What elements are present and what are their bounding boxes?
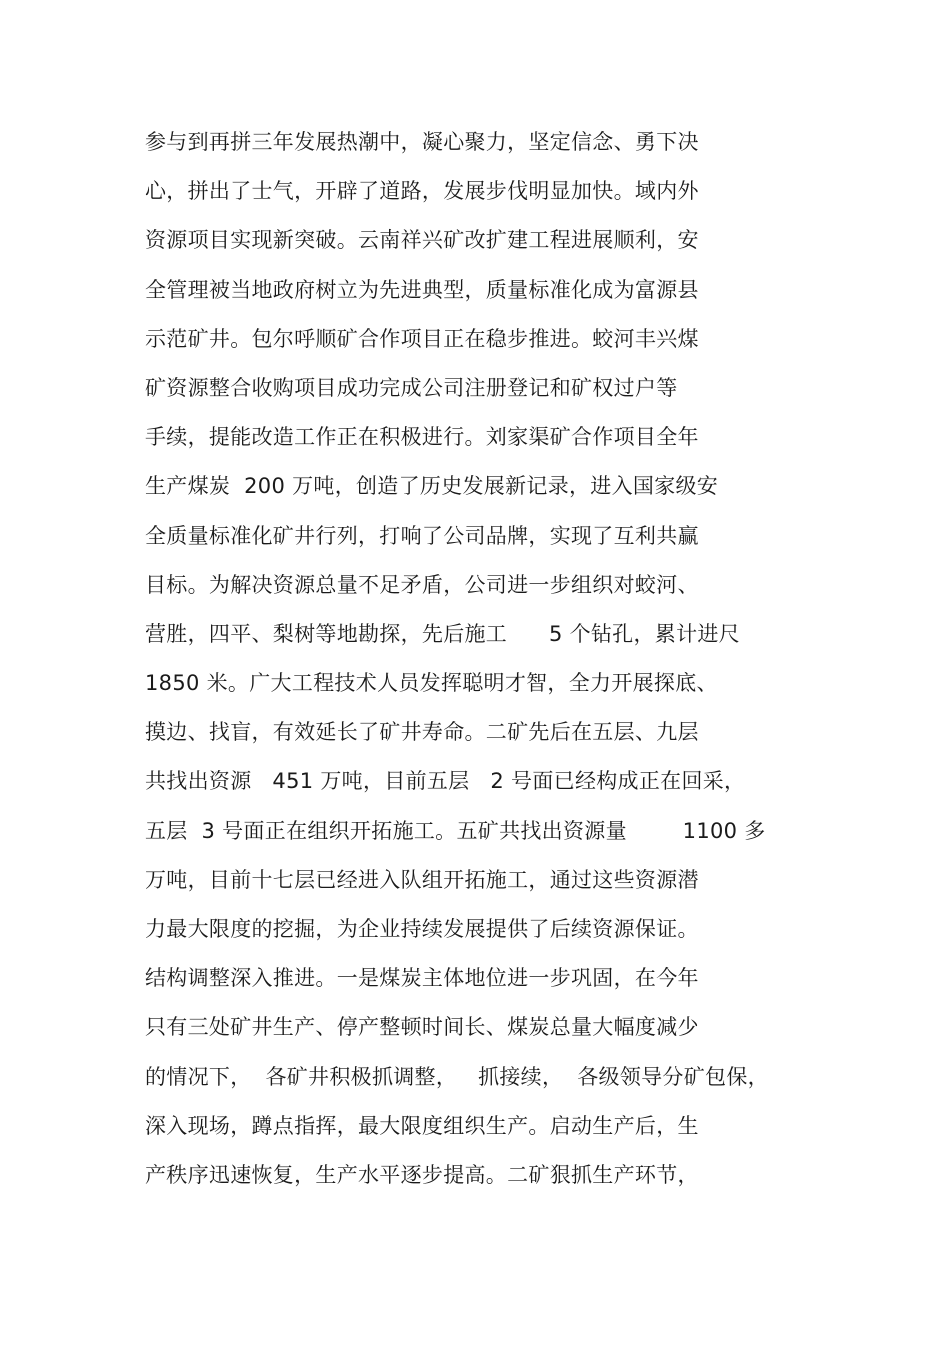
- text-line: 深入现场，蹲点指挥，最大限度组织生产。启动生产后，生: [145, 1113, 699, 1138]
- text-line: 心，拼出了士气，开辟了道路，发展步伐明显加快。域内外: [145, 179, 699, 204]
- text-line: 目标。为解决资源总量不足矛盾，公司进一步组织对蛟河、: [145, 572, 699, 597]
- text-line: 摸边、找盲，有效延长了矿井寿命。二矿先后在五层、九层: [145, 720, 699, 745]
- text-line: 共找出资源 451 万吨，目前五层 2 号面已经构成正在回采，: [145, 769, 746, 794]
- text-line: 手续，提能改造工作正在积极进行。刘家渠矿合作项目全年: [145, 425, 699, 450]
- text-line: 五层 3 号面正在组织开拓施工。五矿共找出资源量 1100 多: [145, 818, 766, 843]
- text-line: 营胜，四平、梨树等地勘探，先后施工 5 个钻孔，累计进尺: [145, 621, 740, 646]
- text-line: 1850 米。广大工程技术人员发挥聪明才智，全力开展探底、: [145, 671, 718, 696]
- text-line: 全质量标准化矿井行列，打响了公司品牌，实现了互利共赢: [145, 523, 699, 548]
- text-line: 示范矿井。包尔呼顺矿合作项目正在稳步推进。蛟河丰兴煤: [145, 326, 699, 351]
- text-line: 的情况下， 各矿井积极抓调整， 抓接续， 各级领导分矿包保，: [145, 1064, 769, 1089]
- body-text: [145, 122, 825, 1204]
- text-line: 矿资源整合收购项目成功完成公司注册登记和矿权过户等: [145, 375, 678, 400]
- text-line: 结构调整深入推进。一是煤炭主体地位进一步巩固，在今年: [145, 966, 699, 991]
- text-line: 产秩序迅速恢复，生产水平逐步提高。二矿狠抓生产环节，: [145, 1162, 699, 1187]
- text-line: 只有三处矿井生产、停产整顿时间长、煤炭总量大幅度减少: [145, 1015, 699, 1040]
- text-line: 资源项目实现新突破。云南祥兴矿改扩建工程进展顺利，安: [145, 228, 699, 253]
- text-line: 生产煤炭 200 万吨，创造了历史发展新记录，进入国家级安: [145, 474, 719, 499]
- text-line: 力最大限度的挖掘，为企业持续发展提供了后续资源保证。: [145, 917, 699, 941]
- text-line: 全管理被当地政府树立为先进典型，质量标准化成为富源县: [145, 277, 699, 302]
- text-line: 万吨，目前十七层已经进入队组开拓施工，通过这些资源潜: [145, 867, 699, 892]
- text-line: 参与到再拼三年发展热潮中，凝心聚力，坚定信念、勇下决: [145, 130, 699, 154]
